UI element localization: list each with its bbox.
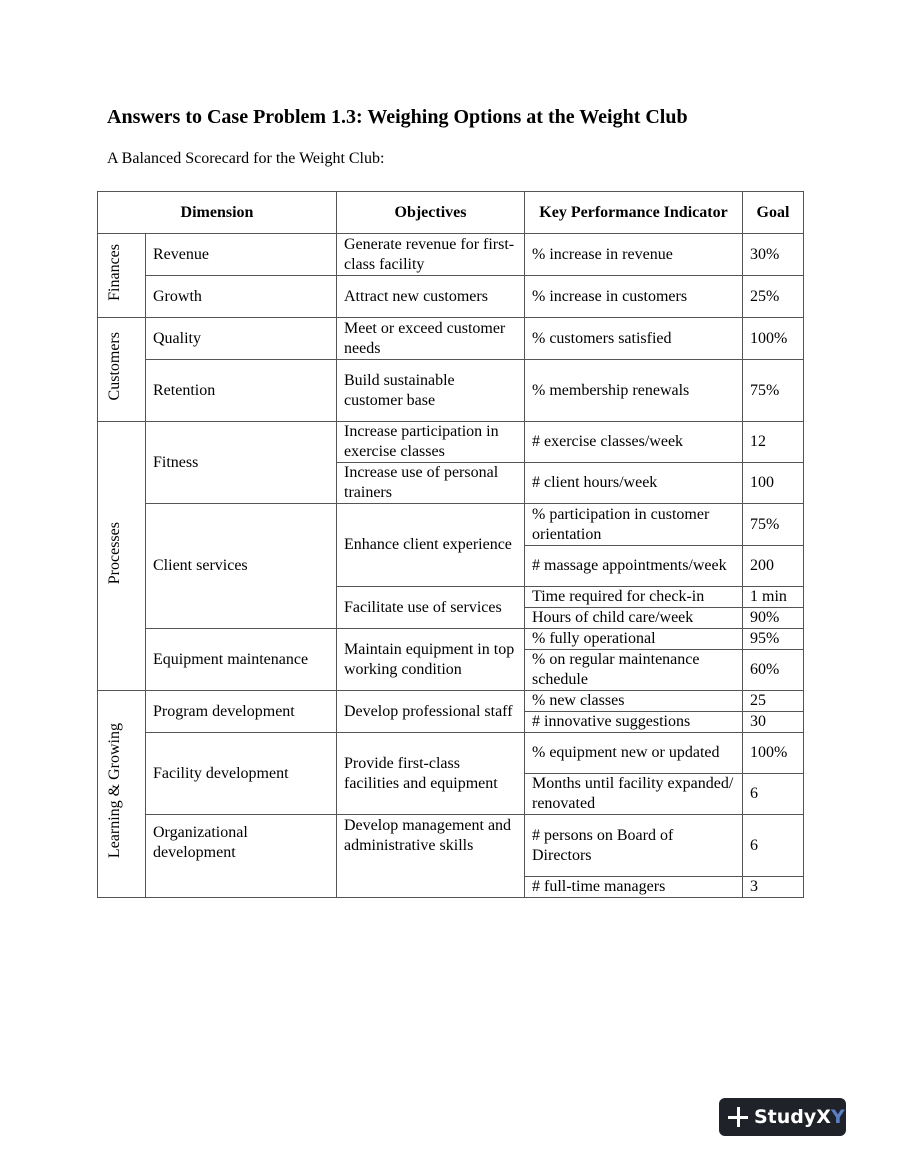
objective-cell: Develop management and administrative skills bbox=[337, 815, 525, 898]
objective-cell: Increase use of personal trainers bbox=[337, 463, 525, 504]
scorecard-caption: A Balanced Scorecard for the Weight Club: bbox=[107, 150, 385, 167]
objective-cell: Enhance client experience bbox=[337, 504, 525, 587]
objective-cell: Generate revenue for first-class facility bbox=[337, 234, 525, 276]
header-kpi: Key Performance Indicator bbox=[525, 192, 743, 234]
table-header-row bbox=[98, 192, 804, 234]
dimension-cell: Growth bbox=[146, 276, 337, 318]
kpi-cell: # innovative suggestions bbox=[525, 712, 743, 733]
kpi-cell: # client hours/week bbox=[525, 463, 743, 504]
perspective-processes: Processes bbox=[98, 422, 146, 691]
goal-cell: 30 bbox=[743, 712, 804, 733]
goal-cell: 95% bbox=[743, 629, 804, 650]
table-row bbox=[98, 422, 804, 463]
kpi-cell: # massage appointments/week bbox=[525, 546, 743, 587]
objective-cell: Maintain equipment in top working condition bbox=[337, 629, 525, 691]
goal-cell: 100% bbox=[743, 733, 804, 774]
dimension-cell: Facility development bbox=[146, 733, 337, 815]
goal-cell: 100 bbox=[743, 463, 804, 504]
kpi-cell: % on regular maintenance schedule bbox=[525, 650, 743, 691]
kpi-cell: Hours of child care/week bbox=[525, 608, 743, 629]
kpi-cell: Months until facility expanded/ renovated bbox=[525, 774, 743, 815]
objective-cell: Increase participation in exercise classes bbox=[337, 422, 525, 463]
kpi-cell: % increase in customers bbox=[525, 276, 743, 318]
table-row bbox=[98, 360, 804, 422]
goal-cell: 6 bbox=[743, 774, 804, 815]
table-row bbox=[98, 318, 804, 360]
table-row bbox=[98, 276, 804, 318]
perspective-learning-growing: Learning & Growing bbox=[98, 691, 146, 898]
kpi-cell: % participation in customer orientation bbox=[525, 504, 743, 546]
goal-cell: 3 bbox=[743, 877, 804, 898]
goal-cell: 75% bbox=[743, 360, 804, 422]
kpi-cell: % new classes bbox=[525, 691, 743, 712]
logo-text-accent: Y bbox=[830, 1106, 845, 1128]
objective-cell: Facilitate use of services bbox=[337, 587, 525, 629]
objective-cell: Attract new customers bbox=[337, 276, 525, 318]
kpi-cell: # exercise classes/week bbox=[525, 422, 743, 463]
dimension-cell: Retention bbox=[146, 360, 337, 422]
objective-cell: Meet or exceed customer needs bbox=[337, 318, 525, 360]
kpi-cell: # persons on Board of Directors bbox=[525, 815, 743, 877]
objective-cell: Develop professional staff bbox=[337, 691, 525, 733]
goal-cell: 25% bbox=[743, 276, 804, 318]
perspective-finances: Finances bbox=[98, 234, 146, 318]
goal-cell: 90% bbox=[743, 608, 804, 629]
goal-cell: 12 bbox=[743, 422, 804, 463]
kpi-cell: Time required for check-in bbox=[525, 587, 743, 608]
dimension-cell: Fitness bbox=[146, 422, 337, 504]
table-row bbox=[98, 815, 804, 877]
table-row bbox=[98, 691, 804, 712]
dimension-cell: Equipment maintenance bbox=[146, 629, 337, 691]
objective-cell: Build sustainable customer base bbox=[337, 360, 525, 422]
dimension-cell: Client services bbox=[146, 504, 337, 629]
plus-icon bbox=[728, 1107, 748, 1127]
goal-cell: 100% bbox=[743, 318, 804, 360]
goal-cell: 30% bbox=[743, 234, 804, 276]
balanced-scorecard-table bbox=[97, 191, 804, 898]
table-row bbox=[98, 504, 804, 546]
header-dimension: Dimension bbox=[98, 192, 337, 234]
kpi-cell: % membership renewals bbox=[525, 360, 743, 422]
dimension-cell: Program development bbox=[146, 691, 337, 733]
kpi-cell: # full-time managers bbox=[525, 877, 743, 898]
table-row bbox=[98, 733, 804, 774]
goal-cell: 25 bbox=[743, 691, 804, 712]
dimension-cell: Quality bbox=[146, 318, 337, 360]
objective-cell: Provide first-class facilities and equipment bbox=[337, 733, 525, 815]
goal-cell: 75% bbox=[743, 504, 804, 546]
page-title: Answers to Case Problem 1.3: Weighing Options at the Weight Club bbox=[107, 106, 688, 128]
kpi-cell: % fully operational bbox=[525, 629, 743, 650]
studyxy-logo bbox=[719, 1098, 846, 1136]
goal-cell: 1 min bbox=[743, 587, 804, 608]
goal-cell: 200 bbox=[743, 546, 804, 587]
kpi-cell: % customers satisfied bbox=[525, 318, 743, 360]
table-row bbox=[98, 234, 804, 276]
perspective-customers: Customers bbox=[98, 318, 146, 422]
kpi-cell: % increase in revenue bbox=[525, 234, 743, 276]
table-row bbox=[98, 629, 804, 650]
kpi-cell: % equipment new or updated bbox=[525, 733, 743, 774]
header-objectives: Objectives bbox=[337, 192, 525, 234]
goal-cell: 60% bbox=[743, 650, 804, 691]
dimension-cell: Organizational development bbox=[146, 815, 337, 898]
header-goal: Goal bbox=[743, 192, 804, 234]
logo-text: StudyX bbox=[754, 1106, 831, 1128]
goal-cell: 6 bbox=[743, 815, 804, 877]
dimension-cell: Revenue bbox=[146, 234, 337, 276]
